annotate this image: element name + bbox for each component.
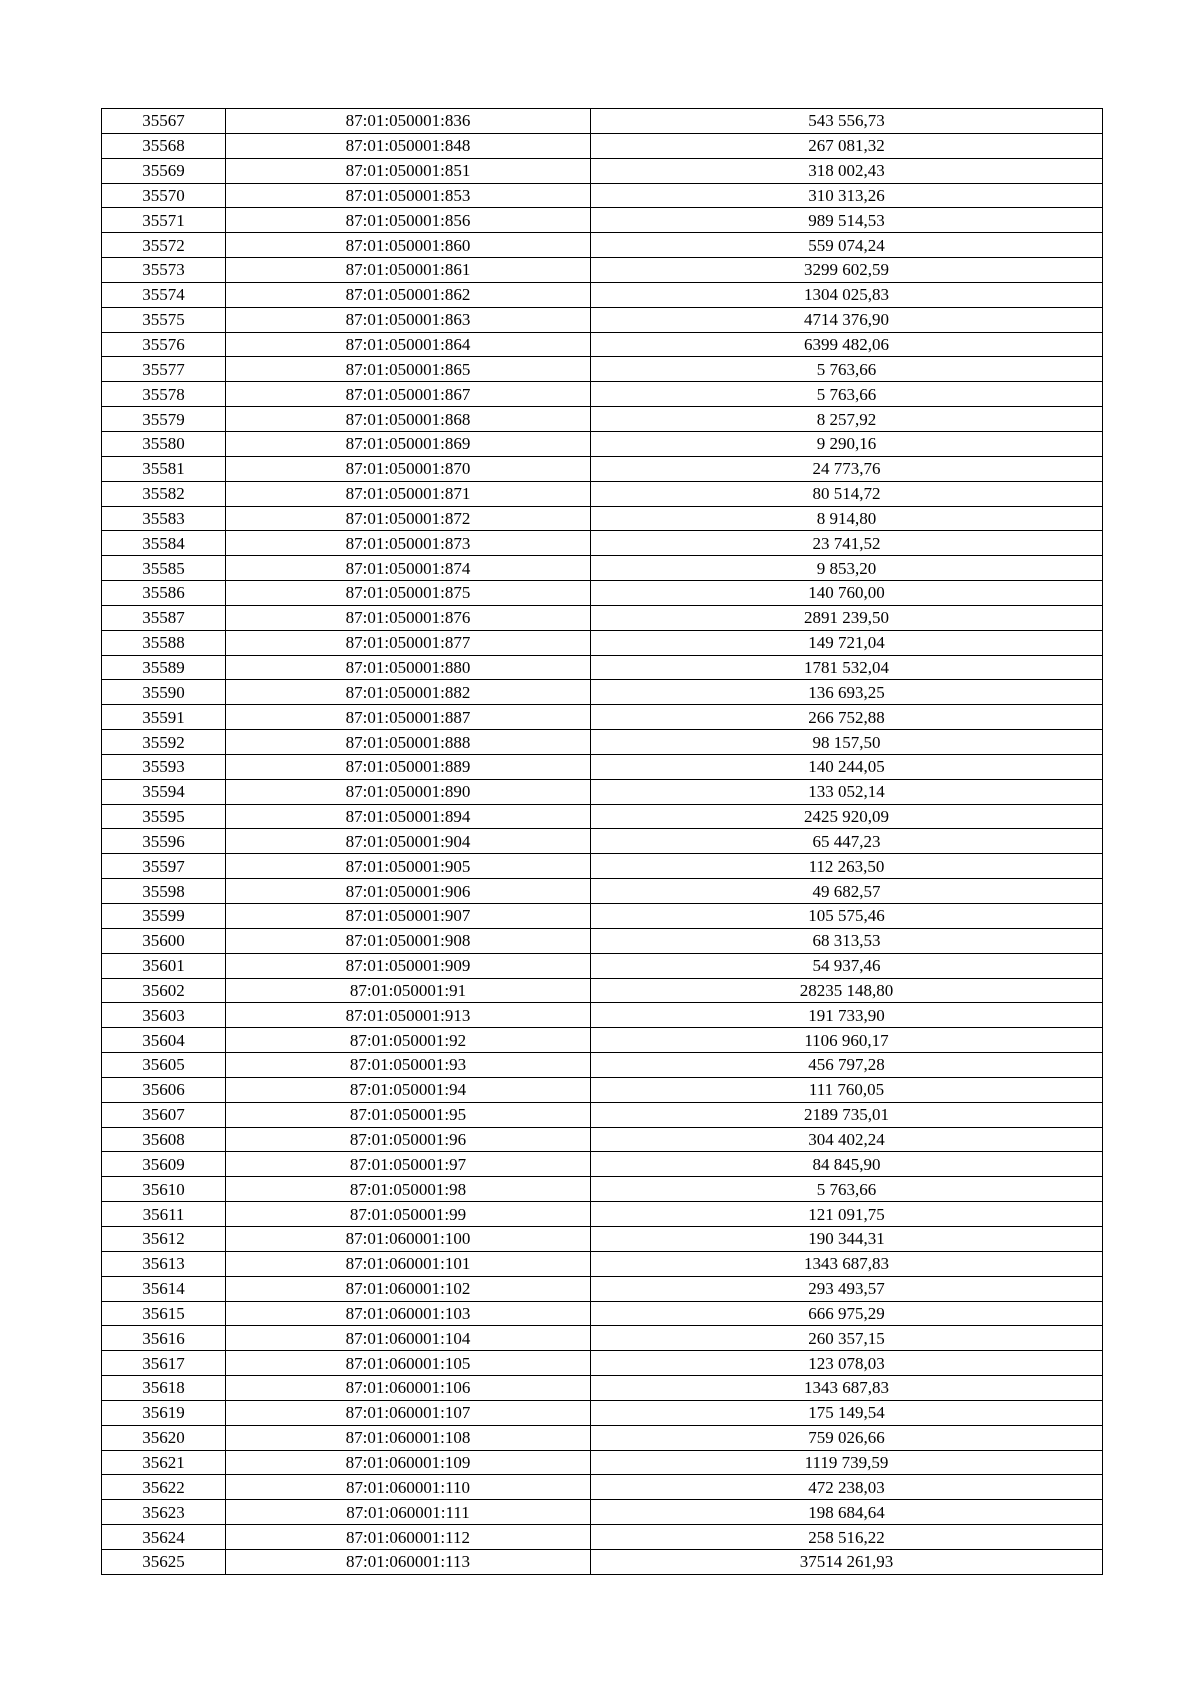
cadastral-value-cell: 140 760,00 xyxy=(591,581,1103,606)
cadastral-value-cell: 8 257,92 xyxy=(591,407,1103,432)
cadastral-number-cell: 87:01:050001:908 xyxy=(226,928,591,953)
cadastral-number-cell: 87:01:050001:894 xyxy=(226,804,591,829)
row-number-cell: 35587 xyxy=(102,605,226,630)
cadastral-number-cell: 87:01:050001:869 xyxy=(226,431,591,456)
row-number-cell: 35625 xyxy=(102,1549,226,1574)
table-row xyxy=(102,109,1103,134)
cadastral-number-cell: 87:01:050001:867 xyxy=(226,382,591,407)
row-number-cell: 35595 xyxy=(102,804,226,829)
table-row xyxy=(102,1500,1103,1525)
row-number-cell: 35606 xyxy=(102,1077,226,1102)
row-number-cell: 35580 xyxy=(102,431,226,456)
cadastral-value-cell: 136 693,25 xyxy=(591,680,1103,705)
table-row xyxy=(102,1053,1103,1078)
cadastral-number-cell: 87:01:060001:103 xyxy=(226,1301,591,1326)
cadastral-number-cell: 87:01:050001:888 xyxy=(226,730,591,755)
table-row xyxy=(102,1127,1103,1152)
cadastral-value-cell: 9 853,20 xyxy=(591,556,1103,581)
row-number-cell: 35608 xyxy=(102,1127,226,1152)
cadastral-number-cell: 87:01:060001:108 xyxy=(226,1425,591,1450)
table-row xyxy=(102,382,1103,407)
cadastral-number-cell: 87:01:050001:874 xyxy=(226,556,591,581)
cadastral-value-cell: 310 313,26 xyxy=(591,183,1103,208)
cadastral-number-cell: 87:01:050001:876 xyxy=(226,605,591,630)
row-number-cell: 35598 xyxy=(102,879,226,904)
row-number-cell: 35607 xyxy=(102,1102,226,1127)
table-row xyxy=(102,556,1103,581)
row-number-cell: 35570 xyxy=(102,183,226,208)
row-number-cell: 35592 xyxy=(102,730,226,755)
table-row xyxy=(102,1351,1103,1376)
row-number-cell: 35621 xyxy=(102,1450,226,1475)
cadastral-value-cell: 198 684,64 xyxy=(591,1500,1103,1525)
row-number-cell: 35622 xyxy=(102,1475,226,1500)
table-row xyxy=(102,456,1103,481)
row-number-cell: 35596 xyxy=(102,829,226,854)
cadastral-value-cell: 1781 532,04 xyxy=(591,655,1103,680)
cadastral-value-cell: 191 733,90 xyxy=(591,1003,1103,1028)
row-number-cell: 35594 xyxy=(102,779,226,804)
cadastral-value-cell: 5 763,66 xyxy=(591,1177,1103,1202)
table-row xyxy=(102,1301,1103,1326)
cadastral-value-cell: 8 914,80 xyxy=(591,506,1103,531)
table-row xyxy=(102,233,1103,258)
table-row xyxy=(102,531,1103,556)
cadastral-number-cell: 87:01:050001:872 xyxy=(226,506,591,531)
table-row xyxy=(102,1525,1103,1550)
cadastral-value-cell: 2891 239,50 xyxy=(591,605,1103,630)
table-row xyxy=(102,1549,1103,1574)
cadastral-value-cell: 5 763,66 xyxy=(591,382,1103,407)
row-number-cell: 35572 xyxy=(102,233,226,258)
row-number-cell: 35613 xyxy=(102,1251,226,1276)
table-row xyxy=(102,1251,1103,1276)
cadastral-value-cell: 559 074,24 xyxy=(591,233,1103,258)
cadastral-value-cell: 1304 025,83 xyxy=(591,282,1103,307)
table-row xyxy=(102,928,1103,953)
cadastral-value-cell: 258 516,22 xyxy=(591,1525,1103,1550)
cadastral-number-cell: 87:01:050001:907 xyxy=(226,904,591,929)
row-number-cell: 35614 xyxy=(102,1276,226,1301)
cadastral-value-cell: 1106 960,17 xyxy=(591,1028,1103,1053)
table-row xyxy=(102,705,1103,730)
cadastral-number-cell: 87:01:050001:98 xyxy=(226,1177,591,1202)
cadastral-number-cell: 87:01:050001:93 xyxy=(226,1053,591,1078)
row-number-cell: 35583 xyxy=(102,506,226,531)
row-number-cell: 35597 xyxy=(102,854,226,879)
table-row xyxy=(102,1326,1103,1351)
row-number-cell: 35602 xyxy=(102,978,226,1003)
cadastral-value-cell: 133 052,14 xyxy=(591,779,1103,804)
cadastral-value-cell: 84 845,90 xyxy=(591,1152,1103,1177)
cadastral-number-cell: 87:01:050001:865 xyxy=(226,357,591,382)
table-row xyxy=(102,978,1103,1003)
row-number-cell: 35575 xyxy=(102,307,226,332)
cadastral-value-cell: 5 763,66 xyxy=(591,357,1103,382)
cadastral-number-cell: 87:01:060001:112 xyxy=(226,1525,591,1550)
row-number-cell: 35603 xyxy=(102,1003,226,1028)
cadastral-number-cell: 87:01:050001:96 xyxy=(226,1127,591,1152)
table-row xyxy=(102,1003,1103,1028)
table-row xyxy=(102,655,1103,680)
row-number-cell: 35610 xyxy=(102,1177,226,1202)
cadastral-number-cell: 87:01:050001:904 xyxy=(226,829,591,854)
cadastral-number-cell: 87:01:050001:873 xyxy=(226,531,591,556)
cadastral-value-cell: 4714 376,90 xyxy=(591,307,1103,332)
row-number-cell: 35615 xyxy=(102,1301,226,1326)
table-row xyxy=(102,1400,1103,1425)
cadastral-number-cell: 87:01:050001:862 xyxy=(226,282,591,307)
table-row xyxy=(102,854,1103,879)
row-number-cell: 35616 xyxy=(102,1326,226,1351)
cadastral-value-cell: 472 238,03 xyxy=(591,1475,1103,1500)
row-number-cell: 35618 xyxy=(102,1376,226,1401)
table-body xyxy=(102,109,1103,1575)
cadastral-value-table xyxy=(101,108,1103,1575)
table-row xyxy=(102,307,1103,332)
table-row xyxy=(102,282,1103,307)
table-row xyxy=(102,879,1103,904)
row-number-cell: 35600 xyxy=(102,928,226,953)
row-number-cell: 35593 xyxy=(102,754,226,779)
table-row xyxy=(102,1152,1103,1177)
table-row xyxy=(102,133,1103,158)
cadastral-number-cell: 87:01:050001:913 xyxy=(226,1003,591,1028)
cadastral-number-cell: 87:01:050001:870 xyxy=(226,456,591,481)
table-row xyxy=(102,630,1103,655)
cadastral-number-cell: 87:01:050001:853 xyxy=(226,183,591,208)
cadastral-value-cell: 175 149,54 xyxy=(591,1400,1103,1425)
table-row xyxy=(102,332,1103,357)
row-number-cell: 35620 xyxy=(102,1425,226,1450)
cadastral-number-cell: 87:01:050001:868 xyxy=(226,407,591,432)
cadastral-number-cell: 87:01:050001:860 xyxy=(226,233,591,258)
cadastral-value-cell: 105 575,46 xyxy=(591,904,1103,929)
row-number-cell: 35577 xyxy=(102,357,226,382)
cadastral-number-cell: 87:01:060001:110 xyxy=(226,1475,591,1500)
table-row xyxy=(102,1102,1103,1127)
table-row xyxy=(102,1425,1103,1450)
cadastral-value-cell: 28235 148,80 xyxy=(591,978,1103,1003)
row-number-cell: 35591 xyxy=(102,705,226,730)
cadastral-number-cell: 87:01:060001:101 xyxy=(226,1251,591,1276)
cadastral-value-cell: 1343 687,83 xyxy=(591,1376,1103,1401)
table-row xyxy=(102,1077,1103,1102)
cadastral-value-cell: 666 975,29 xyxy=(591,1301,1103,1326)
cadastral-number-cell: 87:01:060001:113 xyxy=(226,1549,591,1574)
cadastral-value-cell: 293 493,57 xyxy=(591,1276,1103,1301)
row-number-cell: 35568 xyxy=(102,133,226,158)
cadastral-number-cell: 87:01:060001:104 xyxy=(226,1326,591,1351)
cadastral-number-cell: 87:01:050001:882 xyxy=(226,680,591,705)
row-number-cell: 35612 xyxy=(102,1226,226,1251)
table-row xyxy=(102,680,1103,705)
table-row xyxy=(102,804,1103,829)
table-row xyxy=(102,506,1103,531)
cadastral-number-cell: 87:01:050001:92 xyxy=(226,1028,591,1053)
row-number-cell: 35617 xyxy=(102,1351,226,1376)
table-row xyxy=(102,208,1103,233)
table-row xyxy=(102,1276,1103,1301)
table-row xyxy=(102,605,1103,630)
cadastral-value-cell: 65 447,23 xyxy=(591,829,1103,854)
cadastral-value-cell: 24 773,76 xyxy=(591,456,1103,481)
row-number-cell: 35611 xyxy=(102,1202,226,1227)
cadastral-value-cell: 6399 482,06 xyxy=(591,332,1103,357)
cadastral-value-cell: 68 313,53 xyxy=(591,928,1103,953)
cadastral-number-cell: 87:01:050001:875 xyxy=(226,581,591,606)
cadastral-value-cell: 456 797,28 xyxy=(591,1053,1103,1078)
cadastral-number-cell: 87:01:060001:107 xyxy=(226,1400,591,1425)
cadastral-value-cell: 1343 687,83 xyxy=(591,1251,1103,1276)
cadastral-number-cell: 87:01:050001:95 xyxy=(226,1102,591,1127)
cadastral-value-cell: 37514 261,93 xyxy=(591,1549,1103,1574)
cadastral-number-cell: 87:01:050001:848 xyxy=(226,133,591,158)
cadastral-number-cell: 87:01:050001:880 xyxy=(226,655,591,680)
cadastral-number-cell: 87:01:060001:109 xyxy=(226,1450,591,1475)
row-number-cell: 35619 xyxy=(102,1400,226,1425)
cadastral-value-cell: 543 556,73 xyxy=(591,109,1103,134)
table-row xyxy=(102,481,1103,506)
row-number-cell: 35571 xyxy=(102,208,226,233)
table-row xyxy=(102,407,1103,432)
cadastral-value-cell: 2189 735,01 xyxy=(591,1102,1103,1127)
row-number-cell: 35601 xyxy=(102,953,226,978)
row-number-cell: 35574 xyxy=(102,282,226,307)
cadastral-number-cell: 87:01:060001:102 xyxy=(226,1276,591,1301)
table-row xyxy=(102,1226,1103,1251)
table-row xyxy=(102,829,1103,854)
cadastral-number-cell: 87:01:050001:887 xyxy=(226,705,591,730)
row-number-cell: 35590 xyxy=(102,680,226,705)
cadastral-value-cell: 80 514,72 xyxy=(591,481,1103,506)
cadastral-value-cell: 140 244,05 xyxy=(591,754,1103,779)
row-number-cell: 35589 xyxy=(102,655,226,680)
cadastral-number-cell: 87:01:050001:851 xyxy=(226,158,591,183)
cadastral-value-cell: 266 752,88 xyxy=(591,705,1103,730)
table-row xyxy=(102,581,1103,606)
row-number-cell: 35584 xyxy=(102,531,226,556)
row-number-cell: 35624 xyxy=(102,1525,226,1550)
cadastral-number-cell: 87:01:050001:99 xyxy=(226,1202,591,1227)
table-row xyxy=(102,730,1103,755)
row-number-cell: 35581 xyxy=(102,456,226,481)
cadastral-value-cell: 149 721,04 xyxy=(591,630,1103,655)
row-number-cell: 35585 xyxy=(102,556,226,581)
row-number-cell: 35576 xyxy=(102,332,226,357)
row-number-cell: 35609 xyxy=(102,1152,226,1177)
cadastral-number-cell: 87:01:050001:889 xyxy=(226,754,591,779)
cadastral-value-cell: 3299 602,59 xyxy=(591,258,1103,283)
row-number-cell: 35588 xyxy=(102,630,226,655)
table-row xyxy=(102,1028,1103,1053)
cadastral-value-cell: 54 937,46 xyxy=(591,953,1103,978)
row-number-cell: 35586 xyxy=(102,581,226,606)
table-row xyxy=(102,754,1103,779)
cadastral-value-cell: 304 402,24 xyxy=(591,1127,1103,1152)
row-number-cell: 35569 xyxy=(102,158,226,183)
cadastral-number-cell: 87:01:060001:100 xyxy=(226,1226,591,1251)
cadastral-number-cell: 87:01:050001:856 xyxy=(226,208,591,233)
row-number-cell: 35623 xyxy=(102,1500,226,1525)
cadastral-number-cell: 87:01:050001:909 xyxy=(226,953,591,978)
cadastral-number-cell: 87:01:050001:864 xyxy=(226,332,591,357)
cadastral-value-cell: 123 078,03 xyxy=(591,1351,1103,1376)
cadastral-value-cell: 1119 739,59 xyxy=(591,1450,1103,1475)
table-row xyxy=(102,1202,1103,1227)
row-number-cell: 35582 xyxy=(102,481,226,506)
cadastral-value-cell: 9 290,16 xyxy=(591,431,1103,456)
table-row xyxy=(102,357,1103,382)
table-row xyxy=(102,1475,1103,1500)
table-row xyxy=(102,904,1103,929)
cadastral-value-cell: 260 357,15 xyxy=(591,1326,1103,1351)
cadastral-number-cell: 87:01:060001:111 xyxy=(226,1500,591,1525)
cadastral-number-cell: 87:01:050001:94 xyxy=(226,1077,591,1102)
row-number-cell: 35567 xyxy=(102,109,226,134)
cadastral-number-cell: 87:01:050001:905 xyxy=(226,854,591,879)
cadastral-value-cell: 989 514,53 xyxy=(591,208,1103,233)
cadastral-number-cell: 87:01:060001:106 xyxy=(226,1376,591,1401)
cadastral-value-cell: 98 157,50 xyxy=(591,730,1103,755)
cadastral-number-cell: 87:01:050001:863 xyxy=(226,307,591,332)
table-row xyxy=(102,1177,1103,1202)
row-number-cell: 35579 xyxy=(102,407,226,432)
row-number-cell: 35605 xyxy=(102,1053,226,1078)
cadastral-number-cell: 87:01:050001:890 xyxy=(226,779,591,804)
table-row xyxy=(102,1450,1103,1475)
row-number-cell: 35578 xyxy=(102,382,226,407)
cadastral-value-cell: 112 263,50 xyxy=(591,854,1103,879)
table-row xyxy=(102,953,1103,978)
cadastral-value-cell: 318 002,43 xyxy=(591,158,1103,183)
cadastral-number-cell: 87:01:050001:97 xyxy=(226,1152,591,1177)
row-number-cell: 35573 xyxy=(102,258,226,283)
cadastral-value-cell: 121 091,75 xyxy=(591,1202,1103,1227)
cadastral-value-cell: 23 741,52 xyxy=(591,531,1103,556)
table-row xyxy=(102,158,1103,183)
table-row xyxy=(102,431,1103,456)
cadastral-value-cell: 267 081,32 xyxy=(591,133,1103,158)
cadastral-number-cell: 87:01:050001:906 xyxy=(226,879,591,904)
cadastral-number-cell: 87:01:050001:877 xyxy=(226,630,591,655)
cadastral-value-cell: 190 344,31 xyxy=(591,1226,1103,1251)
table-row xyxy=(102,183,1103,208)
cadastral-value-cell: 111 760,05 xyxy=(591,1077,1103,1102)
cadastral-number-cell: 87:01:050001:91 xyxy=(226,978,591,1003)
table-row xyxy=(102,1376,1103,1401)
row-number-cell: 35604 xyxy=(102,1028,226,1053)
table-row xyxy=(102,258,1103,283)
cadastral-value-cell: 2425 920,09 xyxy=(591,804,1103,829)
cadastral-value-cell: 759 026,66 xyxy=(591,1425,1103,1450)
cadastral-number-cell: 87:01:050001:861 xyxy=(226,258,591,283)
cadastral-number-cell: 87:01:060001:105 xyxy=(226,1351,591,1376)
cadastral-number-cell: 87:01:050001:871 xyxy=(226,481,591,506)
cadastral-number-cell: 87:01:050001:836 xyxy=(226,109,591,134)
table-row xyxy=(102,779,1103,804)
cadastral-value-cell: 49 682,57 xyxy=(591,879,1103,904)
row-number-cell: 35599 xyxy=(102,904,226,929)
